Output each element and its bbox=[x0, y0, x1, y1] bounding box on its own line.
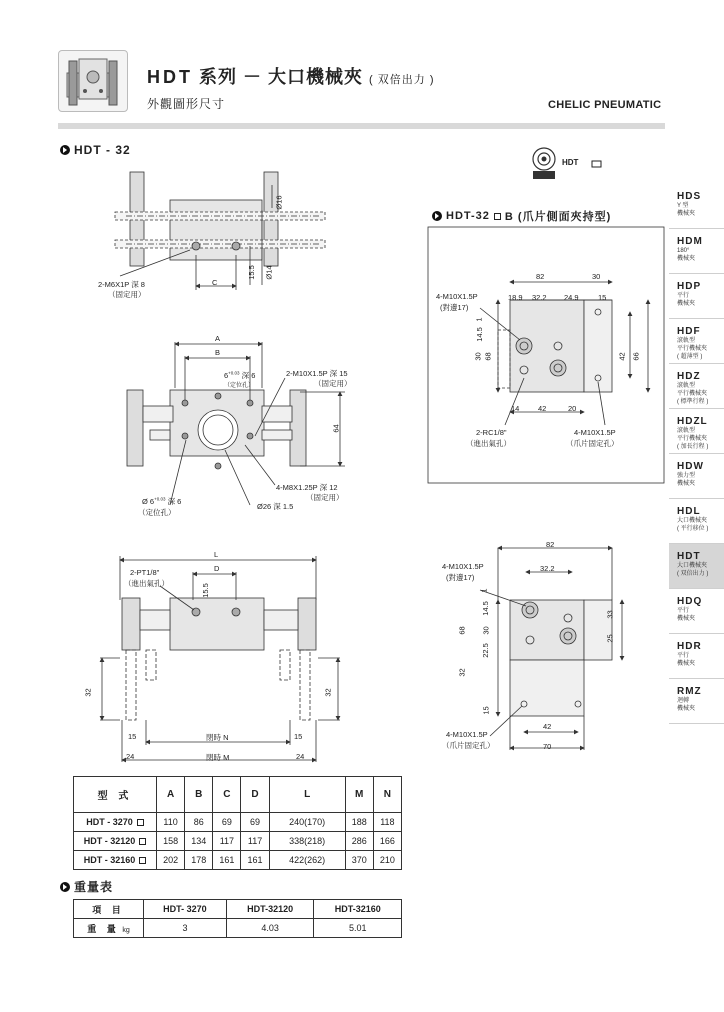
sidebar-item-desc: 機械夾 bbox=[677, 481, 696, 487]
sidebar-item-hdr[interactable] bbox=[669, 634, 724, 679]
table-cell: 3 bbox=[144, 919, 227, 938]
sidebar-item-desc: 機械夾 bbox=[677, 706, 696, 712]
pin-top-diameter: 6 bbox=[224, 371, 229, 380]
side-c-m10b: 4-M10X1.5P bbox=[446, 730, 488, 739]
table-row bbox=[74, 813, 402, 832]
label-d24-right: 24 bbox=[296, 752, 305, 761]
sidebar-item-code: HDP bbox=[677, 281, 702, 292]
side-c-d70: 70 bbox=[543, 742, 552, 751]
table-cell: 422(262) bbox=[269, 851, 345, 870]
table-cell: 69 bbox=[213, 813, 241, 832]
plan-view bbox=[127, 342, 345, 505]
side-b-rc-port: 2-RC1/8" bbox=[476, 428, 507, 437]
label-d15-5-front: 15.5 bbox=[200, 583, 210, 598]
col-header-l: L bbox=[269, 777, 345, 813]
section-heading-weight bbox=[60, 878, 113, 895]
sidebar-item-hds[interactable] bbox=[669, 184, 724, 229]
side-b-d42: 42 bbox=[538, 404, 547, 413]
label-closed-n: 閉時 N bbox=[206, 733, 229, 742]
col-header-model: 型 式 bbox=[74, 777, 157, 813]
cell-weight-label bbox=[74, 919, 144, 938]
side-b-d15: 15 bbox=[598, 293, 607, 302]
model-name: HDT - 32160 bbox=[83, 855, 136, 865]
checkbox-icon bbox=[137, 819, 144, 826]
label-d32-right: 32 bbox=[323, 688, 333, 697]
side-c-d25: 25 bbox=[605, 634, 615, 643]
table-cell: 161 bbox=[241, 851, 269, 870]
sidebar-item-hdq[interactable] bbox=[669, 589, 724, 634]
label-dim-c: C bbox=[212, 278, 218, 287]
side-c-d22-5: 22.5 bbox=[480, 643, 490, 658]
table-cell: 166 bbox=[373, 832, 401, 851]
side-view-c bbox=[480, 548, 622, 750]
sidebar-item-desc: 機械夾 bbox=[677, 301, 696, 307]
col-header-item: 項 目 bbox=[74, 900, 144, 919]
sidebar-item-desc: 強力型 bbox=[677, 473, 696, 479]
cell-model bbox=[74, 832, 157, 851]
model-name: HDT - 32120 bbox=[83, 836, 136, 846]
top-view bbox=[115, 172, 325, 290]
side-b-m10-label: 4-M10X1.5P bbox=[436, 292, 478, 301]
table-cell: 240(170) bbox=[269, 813, 345, 832]
sidebar-item-desc: ( 双倍出力 ) bbox=[677, 571, 709, 577]
side-b-d18-9: 18.9 bbox=[508, 293, 523, 302]
table-cell: 178 bbox=[185, 851, 213, 870]
symbol-label: HDT bbox=[562, 158, 579, 167]
side-c-d15: 15 bbox=[481, 706, 491, 715]
sidebar-item-hdl[interactable] bbox=[669, 499, 724, 544]
sidebar-item-rmz[interactable] bbox=[669, 679, 724, 724]
col-header-c: C bbox=[213, 777, 241, 813]
sidebar-item-desc: 180° bbox=[677, 248, 690, 254]
section-heading-side-b bbox=[432, 208, 611, 224]
side-c-d32-2: 32.2 bbox=[540, 564, 555, 573]
label-dim-a: A bbox=[215, 334, 221, 343]
sidebar-item-code: HDR bbox=[677, 641, 702, 652]
sidebar-item-hdp[interactable] bbox=[669, 274, 724, 319]
sidebar-item-hdt[interactable] bbox=[669, 544, 724, 589]
sidebar-item-code: HDZL bbox=[677, 416, 708, 427]
table-cell: 110 bbox=[157, 813, 185, 832]
weight-table bbox=[73, 899, 402, 938]
sidebar-item-desc: 平行機械夾 bbox=[677, 346, 708, 352]
title-model: HDT bbox=[147, 67, 193, 87]
side-c-m10b-sub: （爪片固定孔） bbox=[442, 741, 495, 750]
col-header-32120: HDT-32120 bbox=[226, 900, 314, 919]
checkbox-icon bbox=[139, 857, 146, 864]
table-cell: 117 bbox=[213, 832, 241, 851]
drawing-lines bbox=[100, 172, 664, 762]
label-dim-l: L bbox=[214, 550, 219, 559]
table-cell: 210 bbox=[373, 851, 401, 870]
side-b-d30v: 30 bbox=[473, 352, 483, 361]
brand-name: CHELIC PNEUMATIC bbox=[548, 99, 662, 111]
col-header-3270: HDT- 3270 bbox=[144, 900, 227, 919]
sidebar-item-desc: 機械夾 bbox=[677, 616, 696, 622]
sidebar-item-desc: 平行 bbox=[677, 653, 690, 659]
side-b-d42v: 42 bbox=[617, 352, 627, 361]
sidebar-item-code: HDL bbox=[677, 506, 701, 517]
label-m8-thread: 4-M8X1.25P 深 12 bbox=[276, 483, 338, 492]
table-row bbox=[74, 919, 402, 938]
weight-title: 重量表 bbox=[74, 880, 114, 894]
side-c-d14-5: 14.5 bbox=[480, 601, 490, 616]
side-c-d32: 32 bbox=[457, 668, 467, 677]
pin-top-depth: 深 6 bbox=[241, 371, 256, 380]
table-cell: 188 bbox=[345, 813, 373, 832]
label-m8-purpose: （固定用） bbox=[306, 493, 344, 502]
label-d16: Ø16 bbox=[274, 195, 284, 210]
sidebar-item-desc: ( 平行移位 ) bbox=[677, 526, 709, 532]
label-d15-right: 15 bbox=[294, 732, 303, 741]
side-b-subtitle: B (爪片側面夾持型) bbox=[504, 211, 612, 223]
model-name: HDT - 3270 bbox=[86, 817, 133, 827]
cell-model bbox=[74, 851, 157, 870]
sidebar-item-desc: 機械夾 bbox=[677, 211, 696, 217]
side-b-title: HDT-32 bbox=[446, 210, 490, 222]
side-c-d30: 30 bbox=[481, 626, 491, 635]
col-header-n: N bbox=[373, 777, 401, 813]
play-bullet-icon bbox=[60, 882, 70, 892]
sidebar-item-desc: 迴轉 bbox=[677, 698, 690, 704]
side-b-d20: 20 bbox=[568, 404, 577, 413]
col-header-m: M bbox=[345, 777, 373, 813]
weight-unit: kg bbox=[122, 926, 130, 934]
table-header-row bbox=[74, 777, 402, 813]
title-series: 系列 － 大口機械夾 bbox=[199, 67, 364, 87]
label-m10-15: 2-M10X1.5P 深 15 bbox=[286, 369, 348, 378]
label-dim-b: B bbox=[215, 348, 221, 357]
side-b-m10-sub: (對邊17) bbox=[440, 303, 469, 312]
cell-model bbox=[74, 813, 157, 832]
pin-top-tolerance: +0.03 bbox=[228, 370, 240, 376]
side-b-d1: 1 bbox=[474, 317, 484, 322]
checkbox-icon bbox=[494, 213, 501, 220]
sidebar-item-code: HDQ bbox=[677, 596, 703, 607]
sidebar-item-desc: 滾軌型 bbox=[677, 428, 696, 434]
sidebar-item-code: HDW bbox=[677, 461, 704, 472]
section-heading-text: HDT - 32 bbox=[74, 143, 131, 157]
dimension-table bbox=[73, 776, 402, 870]
table-cell: 69 bbox=[241, 813, 269, 832]
label-closed-m: 閉時 M bbox=[206, 753, 230, 762]
side-b-d82: 82 bbox=[536, 272, 545, 281]
sidebar-item-desc: Y 型 bbox=[677, 203, 689, 209]
sidebar-item-code: HDF bbox=[677, 326, 701, 337]
weight-label: 重 量 bbox=[87, 923, 120, 934]
table-cell: 202 bbox=[157, 851, 185, 870]
table-header-row bbox=[74, 900, 402, 919]
sidebar-item-desc: 滾軌型 bbox=[677, 383, 696, 389]
sidebar-item-desc: ( 標準行程 ) bbox=[677, 399, 709, 405]
table-cell: 86 bbox=[185, 813, 213, 832]
label-d26: Ø26 深 1.5 bbox=[257, 502, 294, 511]
col-header-32160: HDT-32160 bbox=[314, 900, 402, 919]
sidebar-item-hdzl[interactable] bbox=[669, 409, 724, 454]
sidebar-item-code: HDS bbox=[677, 191, 702, 202]
label-m10-15-purpose: （固定用） bbox=[314, 379, 352, 388]
side-c-d1: 1 bbox=[479, 588, 489, 593]
side-b-rc-sub: （進出氣孔） bbox=[466, 439, 511, 448]
label-pin-top-purpose: （定位孔） bbox=[224, 383, 255, 389]
table-cell: 286 bbox=[345, 832, 373, 851]
sidebar-item-desc: 機械夾 bbox=[677, 661, 696, 667]
label-d14: Ø14 bbox=[264, 265, 274, 280]
sidebar-item-desc: 大口機械夾 bbox=[677, 563, 708, 569]
sidebar-item-desc: 平行 bbox=[677, 608, 690, 614]
side-b-d24-9: 24.9 bbox=[564, 293, 579, 302]
label-d32-left: 32 bbox=[83, 688, 93, 697]
sidebar-item-hdm[interactable] bbox=[669, 229, 724, 274]
table-cell: 370 bbox=[345, 851, 373, 870]
table-cell: 5.01 bbox=[314, 919, 402, 938]
col-header-a: A bbox=[157, 777, 185, 813]
play-bullet-icon bbox=[432, 211, 442, 221]
label-pt-purpose: （進出氣孔） bbox=[124, 579, 169, 588]
page-subtitle: 外觀圖形尺寸 bbox=[147, 97, 226, 111]
label-pt-port: 2-PT1/8" bbox=[130, 568, 160, 577]
side-c-m10-sub: (對邊17) bbox=[446, 573, 475, 582]
side-b-m10b-sub: （爪片固定孔） bbox=[566, 439, 619, 448]
label-m6-thread: 2-M6X1P 深 8 bbox=[98, 280, 145, 289]
sidebar-item-desc: 平行機械夾 bbox=[677, 391, 708, 397]
col-header-b: B bbox=[185, 777, 213, 813]
sidebar-item-code: RMZ bbox=[677, 686, 702, 697]
title-subtext: ( 双倍出力 ) bbox=[369, 74, 435, 86]
sidebar-item-hdw[interactable] bbox=[669, 454, 724, 499]
table-cell: 338(218) bbox=[269, 832, 345, 851]
table-cell: 4.03 bbox=[226, 919, 314, 938]
table-cell: 134 bbox=[185, 832, 213, 851]
label-d24-left: 24 bbox=[126, 752, 135, 761]
table-cell: 117 bbox=[241, 832, 269, 851]
label-d15-5: 15.5 bbox=[246, 265, 256, 280]
category-sidebar bbox=[669, 184, 724, 724]
pin-bottom-tolerance: +0.03 bbox=[154, 496, 166, 502]
side-view-b bbox=[428, 227, 664, 483]
checkbox-icon bbox=[139, 838, 146, 845]
side-b-d66: 66 bbox=[631, 352, 641, 361]
label-d15-left: 15 bbox=[128, 732, 137, 741]
sidebar-item-desc: 平行機械夾 bbox=[677, 436, 708, 442]
label-d64: 64 bbox=[331, 424, 341, 433]
side-c-d68: 68 bbox=[457, 626, 467, 635]
table-cell: 118 bbox=[373, 813, 401, 832]
side-b-d14-5: 14.5 bbox=[474, 327, 484, 342]
sidebar-item-hdf[interactable] bbox=[669, 319, 724, 364]
sidebar-item-desc: 大口機械夾 bbox=[677, 518, 708, 524]
side-c-d33: 33 bbox=[605, 610, 615, 619]
side-c-d42: 42 bbox=[543, 722, 552, 731]
label-pin-hole-bottom bbox=[142, 496, 181, 507]
sidebar-item-code: HDZ bbox=[677, 371, 701, 382]
side-b-d32-2: 32.2 bbox=[532, 293, 547, 302]
sidebar-item-code: HDM bbox=[677, 236, 703, 247]
label-m6-purpose: （固定用） bbox=[108, 290, 146, 299]
sidebar-item-desc: ( 超薄型 ) bbox=[677, 354, 703, 360]
sidebar-item-hdz[interactable] bbox=[669, 364, 724, 409]
table-row bbox=[74, 832, 402, 851]
label-pin-bottom-purpose: （定位孔） bbox=[138, 508, 176, 517]
table-cell: 158 bbox=[157, 832, 185, 851]
side-b-m10b: 4-M10X1.5P bbox=[574, 428, 616, 437]
side-b-d14: 14 bbox=[511, 404, 520, 413]
label-dim-d: D bbox=[214, 564, 220, 573]
side-c-d82: 82 bbox=[546, 540, 555, 549]
pin-bottom-depth: 深 6 bbox=[167, 497, 182, 506]
sidebar-item-desc: 機械夾 bbox=[677, 256, 696, 262]
sidebar-item-desc: 滾軌型 bbox=[677, 338, 696, 344]
table-row bbox=[74, 851, 402, 870]
col-header-d: D bbox=[241, 777, 269, 813]
sidebar-item-desc: ( 加長行程 ) bbox=[677, 444, 709, 450]
table-cell: 161 bbox=[213, 851, 241, 870]
sidebar-item-code: HDT bbox=[677, 551, 701, 562]
side-b-d30: 30 bbox=[592, 272, 601, 281]
side-b-d68: 68 bbox=[483, 352, 493, 361]
pin-bottom-diameter: Ø 6 bbox=[142, 497, 155, 506]
sidebar-item-desc: 平行 bbox=[677, 293, 690, 299]
side-c-m10-label: 4-M10X1.5P bbox=[442, 562, 484, 571]
